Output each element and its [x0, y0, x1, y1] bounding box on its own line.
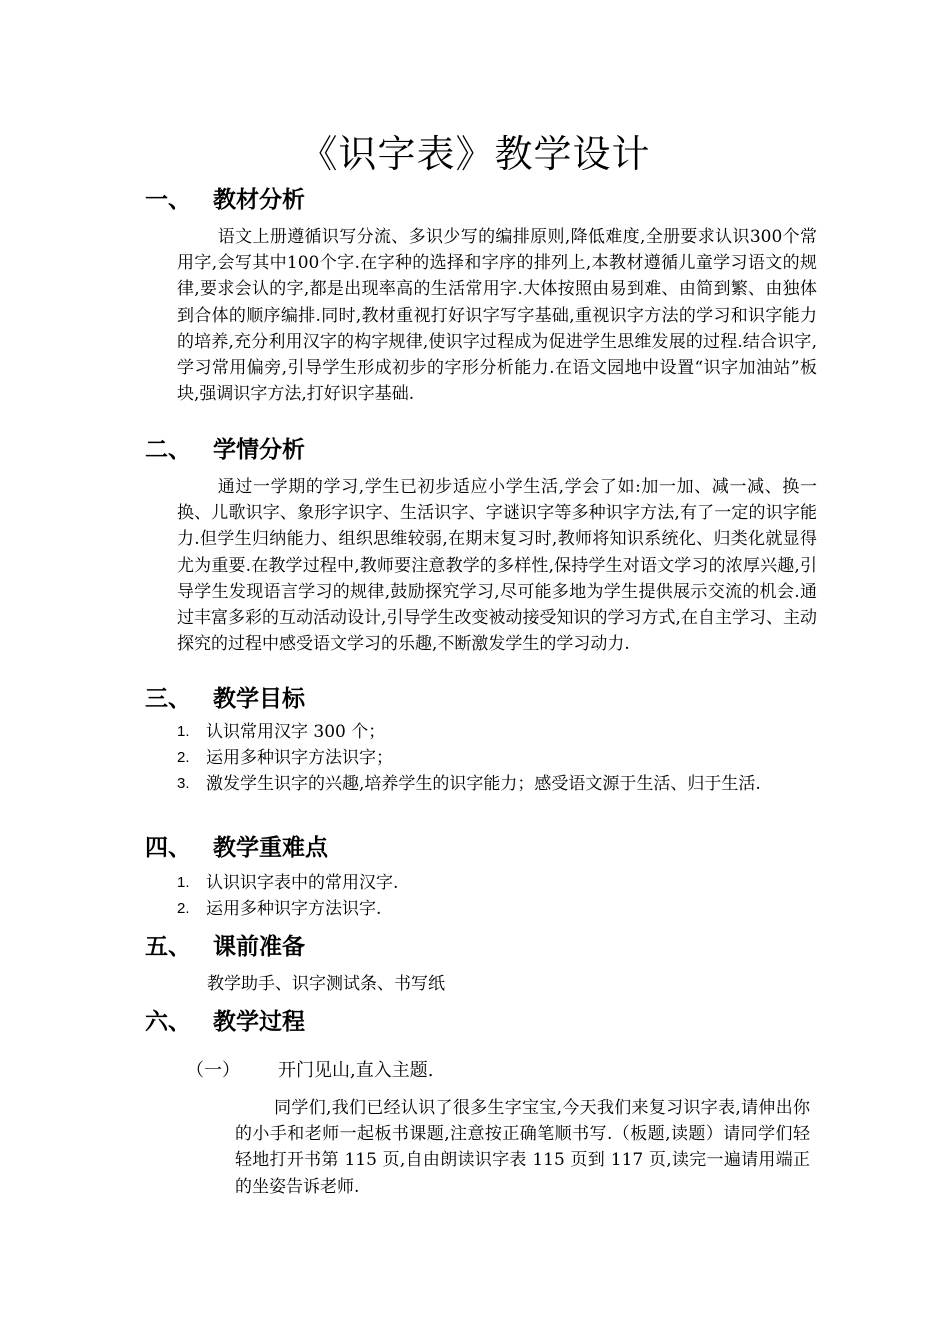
section-heading-2: [145, 435, 305, 465]
section-heading-6: [145, 1007, 305, 1037]
list-marker: 1.: [177, 723, 190, 740]
section-title: 学情分析: [213, 437, 305, 463]
subsection-title: 开门见山,直入主题.: [278, 1060, 434, 1081]
subsection-paragraph: 同学们,我们已经认识了很多生字宝宝,今天我们来复习识字表,请伸出你的小手和老师一起板书课题,注意按正确笔顺书写.（板题,读题）请同学们轻轻地打开书第 115 页,自由朗读识字表 115 页到 117 页,读完一遍请用端正的坐姿告诉老师.: [235, 1098, 810, 1197]
document-title: 《识字表》教学设计: [299, 132, 651, 176]
list-item: [177, 719, 817, 745]
section-number: 六、: [145, 1009, 191, 1035]
section-number: 五、: [145, 934, 191, 960]
section-number: 三、: [145, 686, 191, 712]
section-heading-4: [145, 833, 328, 863]
section-heading-3: [145, 684, 305, 714]
list-marker: 2.: [177, 749, 190, 767]
section-paragraph: 通过一学期的学习,学生已初步适应小学生活,学会了如:加一加、减一减、换一换、儿歌识字、象形字识字、生活识字、字谜识字等多种识字方法,有了一定的识字能力.但学生归纳能力、组织思维较弱,在期末复习时,教师将知识系统化、归类化就显得尤为重要.在教学过程中,教师要注意教学的多样性,保持学生对语文学习的浓厚兴趣,引导学生发现语言学习的规律,鼓励探究学习,尽可能多地为学生提供展示交流的机会.通过丰富多彩的互动活动设计,引导学生改变被动接受知识的学习方式,在自主学习、主动探究的过程中感受语文学习的乐趣,不断激发学生的学习动力.: [177, 477, 817, 655]
section-title: 教材分析: [213, 187, 305, 213]
subsection-heading: [186, 1057, 433, 1085]
list-marker: 1.: [177, 874, 190, 891]
list-item-text: 认识识字表中的常用汉字.: [206, 873, 399, 893]
objectives-list: [177, 719, 817, 798]
section-number: 四、: [145, 835, 191, 861]
section-paragraph: 语文上册遵循识写分流、多识少写的编排原则,降低难度,全册要求认识300个常用字,会写其中100个字.在字种的选择和字序的排列上,本教材遵循儿童学习语文的规律,要求会认的字,都是出现率高的生活常用字.大体按照由易到难、由简到繁、由独体到合体的顺序编排.同时,教材重视打好识字写字基础,重视识字方法的学习和识字能力的培养,充分利用汉字的构字规律,使识字过程成为促进学生思维发展的过程.结合识字,学习常用偏旁,引导学生形成初步的字形分析能力.在语文园地中设置“识字加油站”板块,强调识字方法,打好识字基础.: [177, 227, 817, 405]
list-item-text: 认识常用汉字 300 个；: [206, 722, 386, 742]
list-marker: 3.: [177, 775, 190, 793]
subsection-number: （一）: [186, 1060, 240, 1081]
section-number: 二、: [145, 437, 191, 463]
preparation-text: 教学助手、识字测试条、书写纸: [207, 974, 445, 994]
section-title: 教学过程: [213, 1009, 305, 1035]
key-points-list: [177, 870, 817, 922]
list-item-text: 运用多种识字方法识字.: [206, 899, 382, 920]
section-title: 课前准备: [213, 934, 305, 960]
section-heading-5: [145, 932, 305, 962]
section-number: 一、: [145, 187, 191, 213]
section-heading-1: [145, 185, 305, 215]
list-item-text: 运用多种识字方法识字；: [206, 748, 393, 769]
section-title: 教学重难点: [213, 835, 328, 861]
list-item: [177, 896, 817, 922]
list-item-text: 激发学生识字的兴趣,培养学生的识字能力；感受语文源于生活、归于生活.: [206, 774, 761, 795]
list-item: [177, 745, 817, 771]
list-item: [177, 870, 817, 896]
section-title: 教学目标: [213, 686, 305, 712]
list-marker: 2.: [177, 900, 190, 918]
list-item: [177, 771, 817, 797]
